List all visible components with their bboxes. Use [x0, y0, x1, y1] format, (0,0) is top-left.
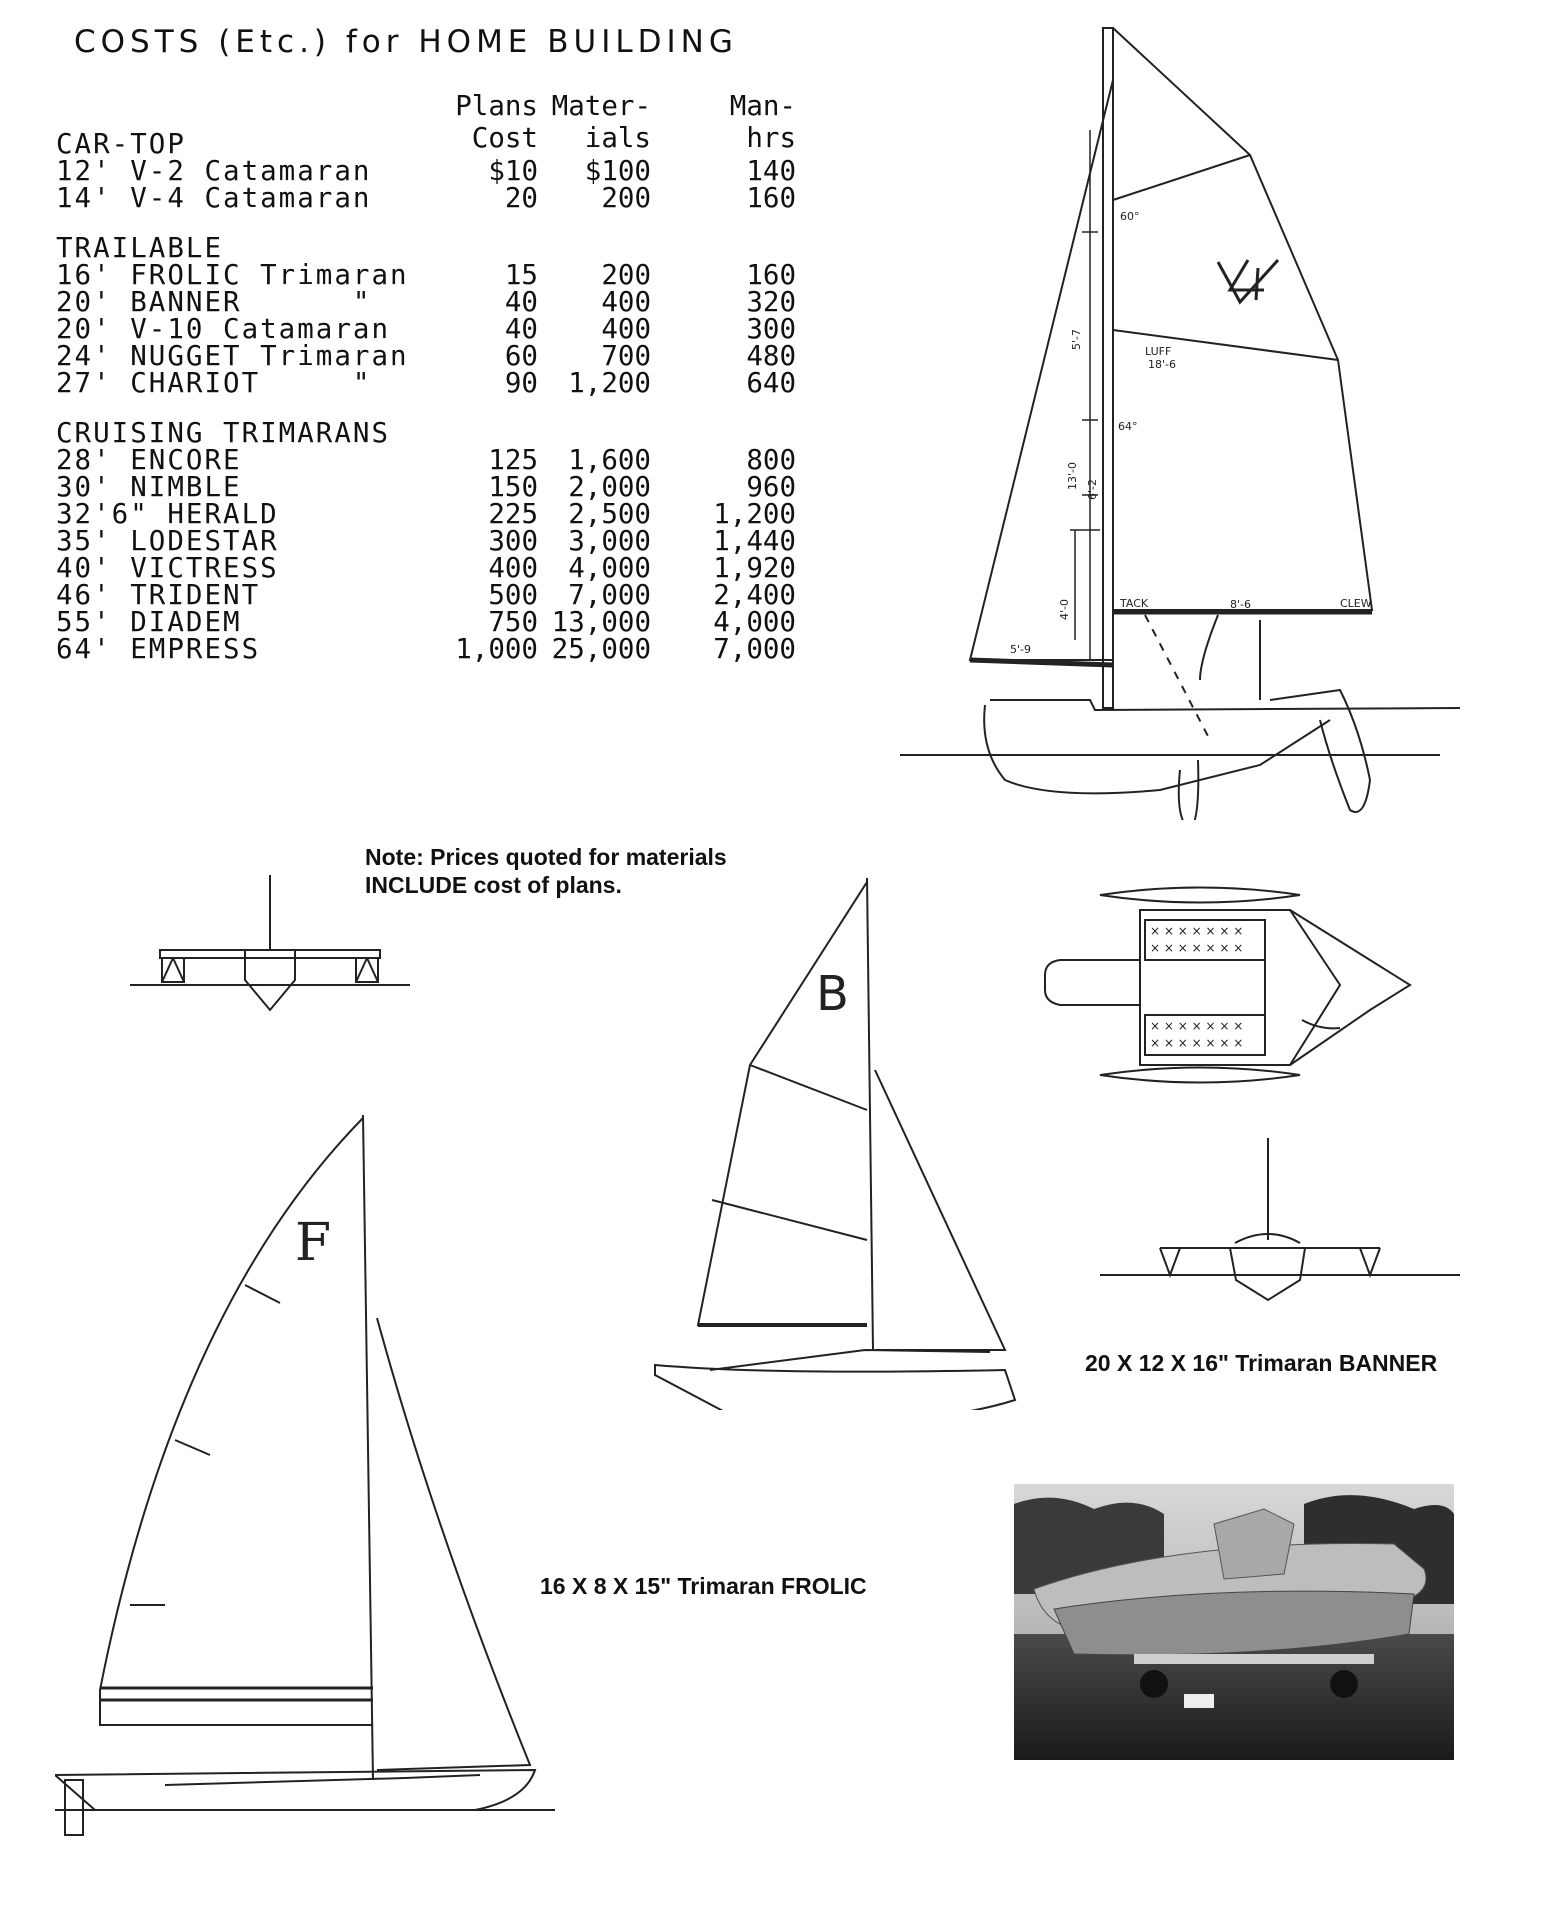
boat-name: 40' VICTRESS — [56, 552, 279, 584]
col-header-manhrs: Man- hrs — [729, 90, 796, 154]
materials-cost: 200 — [601, 259, 651, 291]
materials-cost: 1,200 — [568, 367, 651, 399]
tack-label: TACK — [1120, 597, 1149, 610]
banner-front-elevation — [1100, 1130, 1460, 1310]
boat-name: 24' NUGGET Trimaran — [56, 340, 409, 372]
boat-name: 55' DIADEM — [56, 606, 242, 638]
man-hours: 160 — [746, 182, 796, 214]
man-hours: 480 — [746, 340, 796, 372]
man-hours: 300 — [746, 313, 796, 345]
man-hours: 640 — [746, 367, 796, 399]
plans-cost: $10 — [488, 155, 538, 187]
materials-cost: 1,600 — [568, 444, 651, 476]
section-heading: CAR-TOP — [56, 128, 186, 160]
luff-length: 18'-6 — [1148, 358, 1176, 371]
section-heading: CRUISING TRIMARANS — [56, 417, 391, 449]
man-hours: 140 — [746, 155, 796, 187]
boat-name: 64' EMPRESS — [56, 633, 261, 665]
trimaran-on-trailer-photo — [1014, 1484, 1454, 1760]
boat-name: 20' V-10 Catamaran — [56, 313, 391, 345]
plans-cost: 60 — [504, 340, 538, 372]
dim-a: 5'-7 — [1070, 329, 1083, 350]
table-row — [56, 182, 796, 214]
banner-jib — [875, 1070, 1005, 1350]
materials-cost: 13,000 — [551, 606, 651, 638]
plans-cost: 15 — [504, 259, 538, 291]
plans-cost: 40 — [504, 286, 538, 318]
v4-catamaran-drawing — [900, 20, 1460, 820]
banner-side-drawing — [620, 870, 1040, 1410]
plans-cost: 20 — [504, 182, 538, 214]
man-hours: 1,440 — [713, 525, 796, 557]
frolic-sail-mark-icon — [295, 1213, 331, 1273]
dim-b: 13'-0 — [1066, 462, 1079, 490]
svg-text:× × × × × × ×: × × × × × × × — [1150, 1019, 1244, 1033]
man-hours: 1,200 — [713, 498, 796, 530]
boom-length: 8'-6 — [1230, 598, 1251, 611]
boat-name: 32'6" HERALD — [56, 498, 279, 530]
boat-name: 20' BANNER " — [56, 286, 372, 318]
plans-cost: 40 — [504, 313, 538, 345]
v4-jib — [970, 80, 1113, 660]
v4-sail-mark-icon — [1218, 260, 1278, 302]
table-row — [56, 367, 796, 399]
frolic-jib — [377, 1318, 530, 1770]
dim-c: 6'-2 — [1086, 479, 1099, 500]
col-header-plans: Plans Cost — [455, 90, 538, 154]
svg-text:× × × × × × ×: × × × × × × × — [1150, 924, 1244, 938]
plans-cost: 1,000 — [455, 633, 538, 665]
plans-cost: 750 — [488, 606, 538, 638]
materials-cost: 7,000 — [568, 579, 651, 611]
plans-cost: 500 — [488, 579, 538, 611]
svg-text:× × × × × × ×: × × × × × × × — [1150, 941, 1244, 955]
man-hours: 1,920 — [713, 552, 796, 584]
materials-cost: $100 — [584, 155, 651, 187]
page-title: COSTS (Etc.) for HOME BUILDING — [74, 24, 738, 60]
col-header-materials: Mater- ials — [551, 90, 651, 154]
materials-cost: 400 — [601, 313, 651, 345]
foot-length: 5'-9 — [1010, 643, 1031, 656]
v4-mast — [1103, 28, 1113, 708]
materials-cost: 400 — [601, 286, 651, 318]
plans-cost: 125 — [488, 444, 538, 476]
materials-cost: 700 — [601, 340, 651, 372]
svg-text:B: B — [816, 966, 849, 1022]
man-hours: 7,000 — [713, 633, 796, 665]
v4-hull — [984, 705, 1330, 793]
plans-cost: 150 — [488, 471, 538, 503]
angle-b: 64° — [1118, 420, 1138, 433]
plans-cost: 90 — [504, 367, 538, 399]
frolic-caption: 16 X 8 X 15" Trimaran FROLIC — [540, 1573, 867, 1599]
svg-text:F: F — [295, 1213, 332, 1273]
materials-cost: 25,000 — [551, 633, 651, 665]
frolic-side-drawing — [55, 1110, 565, 1850]
banner-mainsail — [698, 882, 867, 1325]
clew-label: CLEW — [1340, 597, 1372, 610]
materials-cost: 2,500 — [568, 498, 651, 530]
plans-cost: 300 — [488, 525, 538, 557]
note-line-2: INCLUDE cost of plans. — [365, 872, 622, 898]
man-hours: 320 — [746, 286, 796, 318]
plans-cost: 225 — [488, 498, 538, 530]
section-heading: TRAILABLE — [56, 232, 224, 264]
note-line-1: Note: Prices quoted for materials — [365, 844, 727, 870]
plans-cost: 400 — [488, 552, 538, 584]
angle-a: 60° — [1120, 210, 1140, 223]
dim-d: 4'-0 — [1058, 599, 1071, 620]
banner-caption: 20 X 12 X 16" Trimaran BANNER — [1085, 1350, 1438, 1376]
man-hours: 160 — [746, 259, 796, 291]
banner-hull — [655, 1365, 1015, 1410]
materials-cost: 4,000 — [568, 552, 651, 584]
boat-name: 46' TRIDENT — [56, 579, 261, 611]
boat-name: 28' ENCORE — [56, 444, 242, 476]
v4-mainsail — [1113, 28, 1372, 610]
materials-cost: 3,000 — [568, 525, 651, 557]
banner-sail-mark-icon — [816, 966, 849, 1022]
table-row — [56, 633, 796, 665]
man-hours: 2,400 — [713, 579, 796, 611]
luff-label: LUFF — [1145, 345, 1172, 358]
man-hours: 4,000 — [713, 606, 796, 638]
boat-name: 16' FROLIC Trimaran — [56, 259, 409, 291]
materials-cost: 2,000 — [568, 471, 651, 503]
banner-plan-view — [1040, 880, 1420, 1090]
man-hours: 960 — [746, 471, 796, 503]
boat-name: 30' NIMBLE — [56, 471, 242, 503]
frolic-mainsail — [100, 1118, 373, 1725]
materials-cost: 200 — [601, 182, 651, 214]
boat-name: 12' V-2 Catamaran — [56, 155, 372, 187]
svg-text:× × × × × × ×: × × × × × × × — [1150, 1036, 1244, 1050]
boat-name: 27' CHARIOT " — [56, 367, 372, 399]
boat-name: 35' LODESTAR — [56, 525, 279, 557]
boat-name: 14' V-4 Catamaran — [56, 182, 372, 214]
man-hours: 800 — [746, 444, 796, 476]
